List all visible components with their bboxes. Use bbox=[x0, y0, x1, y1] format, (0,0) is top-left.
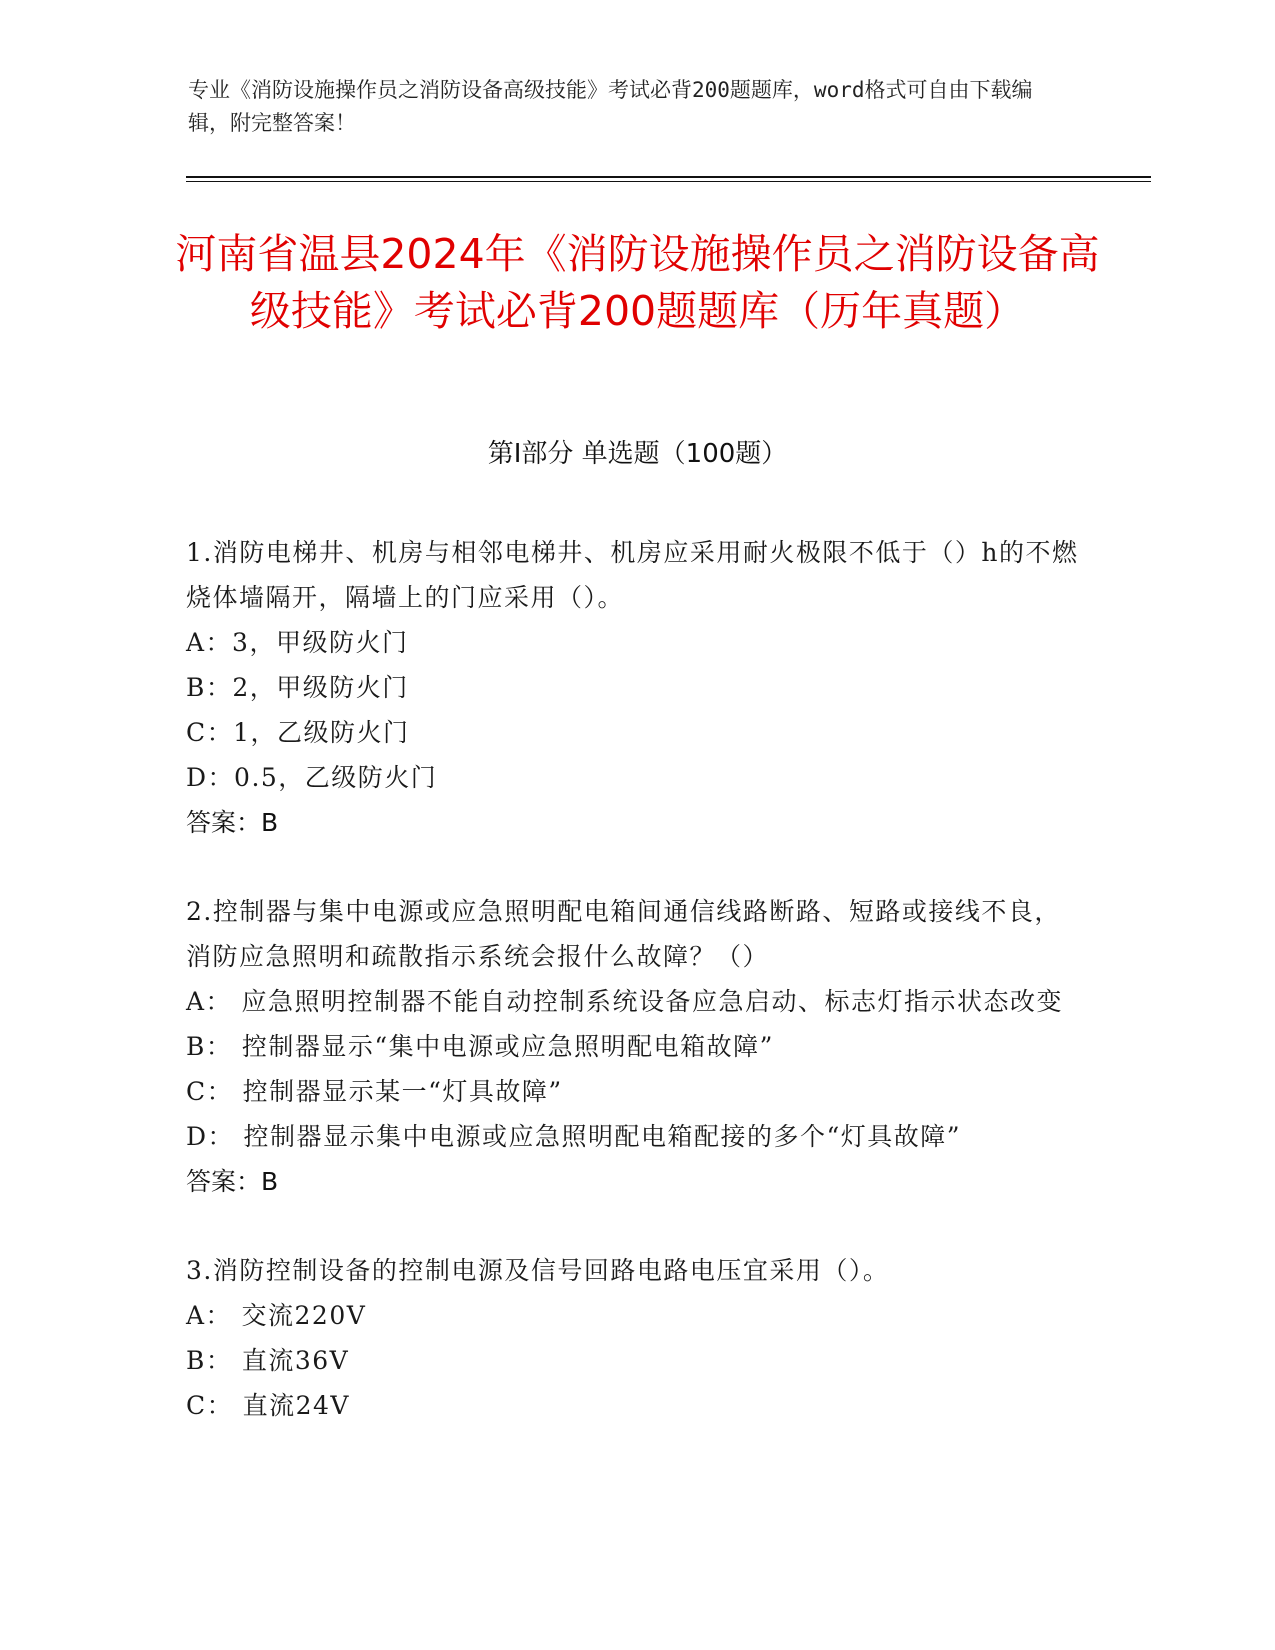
question-option: C： 直流24V bbox=[186, 1391, 350, 1420]
section-title: 第I部分 单选题（100题） bbox=[487, 439, 788, 469]
header-divider-thick bbox=[186, 176, 1151, 178]
question-option: C：1，乙级防火门 bbox=[186, 718, 410, 747]
question-item bbox=[186, 530, 1086, 845]
question-answer: 答案：B bbox=[186, 1167, 279, 1196]
question-option: B： 控制器显示“集中电源或应急照明配电箱故障” bbox=[186, 1032, 774, 1061]
question-option: C： 控制器显示某一“灯具故障” bbox=[186, 1077, 563, 1106]
question-option: A： 应急照明控制器不能自动控制系统设备应急启动、标志灯指示状态改变 bbox=[186, 987, 1064, 1016]
question-option: D： 控制器显示集中电源或应急照明配电箱配接的多个“灯具故障” bbox=[186, 1122, 962, 1151]
header-divider-thin bbox=[186, 181, 1151, 182]
question-option: A：3，甲级防火门 bbox=[186, 628, 409, 657]
question-item bbox=[186, 889, 1086, 1204]
header-note: 专业《消防设施操作员之消防设备高级技能》考试必背200题题库，word格式可自由下载编辑，附完整答案！ bbox=[188, 78, 1033, 135]
question-option: B： 直流36V bbox=[186, 1346, 350, 1375]
question-option: A： 交流220V bbox=[186, 1301, 367, 1330]
question-list bbox=[186, 530, 1086, 1472]
question-answer: 答案：B bbox=[186, 808, 279, 837]
question-stem: 1.消防电梯井、机房与相邻电梯井、机房应采用耐火极限不低于（）h的不燃烧体墙隔开，隔墙上的门应采用（）。 bbox=[186, 538, 1079, 612]
question-stem: 2.控制器与集中电源或应急照明配电箱间通信线路断路、短路或接线不良，消防应急照明和疏散指示系统会报什么故障？（） bbox=[186, 897, 1061, 971]
document-title: 河南省温县2024年《消防设施操作员之消防设备高级技能》考试必背200题题库（历年真题） bbox=[175, 230, 1100, 335]
question-option: B：2，甲级防火门 bbox=[186, 673, 409, 702]
question-stem: 3.消防控制设备的控制电源及信号回路电路电压宜采用（）。 bbox=[186, 1256, 890, 1285]
question-item bbox=[186, 1248, 1086, 1428]
question-option: D：0.5，乙级防火门 bbox=[186, 763, 438, 792]
